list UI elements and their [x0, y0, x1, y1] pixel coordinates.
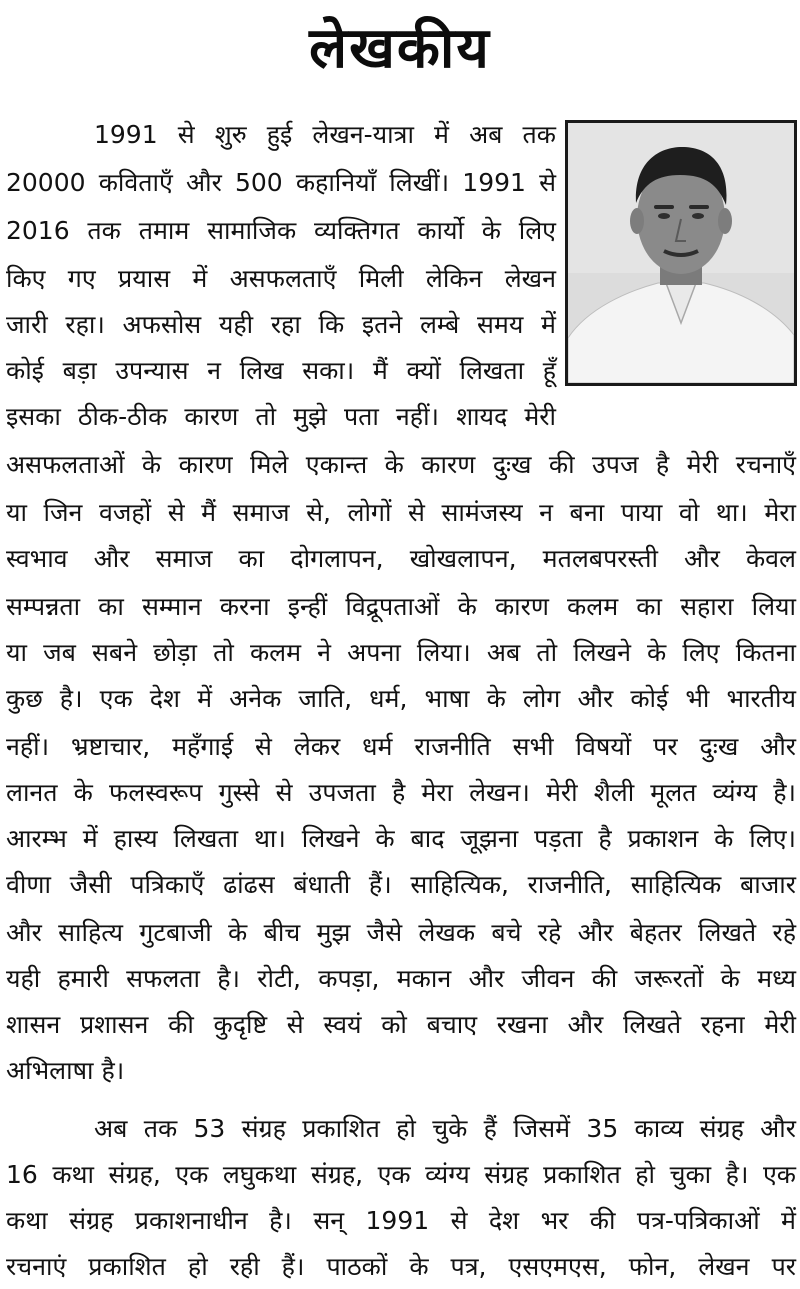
paragraph-line: या जिन वजहों से मैं समाज से, लोगों से सामंजस्य न बना पाया वो था। मेरा [6, 498, 796, 527]
paragraph-line: अब तक 53 संग्रह प्रकाशित हो चुके हैं जिसमें 35 काव्य संग्रह और [94, 1114, 796, 1143]
paragraph-line: सम्पन्नता का सम्मान करना इन्हीं विद्रूपताओं के कारण कलम का सहारा लिया [6, 592, 796, 621]
paragraph-line: कुछ है। एक देश में अनेक जाति, धर्म, भाषा के लोग और कोई भी भारतीय [6, 684, 796, 713]
paragraph-line: 2016 तक तमाम सामाजिक व्यक्तिगत कार्यो के लिए [6, 216, 556, 245]
paragraph-line: वीणा जैसी पत्रिकाएँ ढांढस बंधाती हैं। साहित्यिक, राजनीति, साहित्यिक बाजार [6, 870, 796, 899]
paragraph-line: स्वभाव और समाज का दोगलापन, खोखलापन, मतलबपरस्ती और केवल [6, 544, 796, 573]
paragraph-line: नहीं। भ्रष्टाचार, महँगाई से लेकर धर्म राजनीति सभी विषयों पर दुःख और [6, 732, 796, 761]
paragraph-line: इसका ठीक-ठीक कारण तो मुझे पता नहीं। शायद मेरी [6, 402, 556, 431]
paragraph-line: कथा संग्रह प्रकाशनाधीन है। सन् 1991 से देश भर की पत्र-पत्रिकाओं में [6, 1206, 796, 1235]
page-title: लेखकीय [309, 15, 491, 81]
paragraph-line: 16 कथा संग्रह, एक लघुकथा संग्रह, एक व्यंग्य संग्रह प्रकाशित हो चुका है। एक [6, 1160, 796, 1189]
paragraph-line: 1991 से शुरु हुई लेखन-यात्रा में अब तक [94, 120, 556, 149]
paragraph-line: और साहित्य गुटबाजी के बीच मुझ जैसे लेखक बचे रहे और बेहतर लिखते रहे [6, 918, 796, 947]
author-portrait-image [568, 123, 794, 383]
paragraph-line: शासन प्रशासन की कुदृष्टि से स्वयं को बचाए रखना और लिखते रहना मेरी [6, 1010, 796, 1039]
author-photo [565, 120, 797, 386]
paragraph-line: असफलताओं के कारण मिले एकान्त के कारण दुःख की उपज है मेरी रचनाएँ [6, 450, 796, 479]
paragraph-line: या जब सबने छोड़ा तो कलम ने अपना लिया। अब तो लिखने के लिए कितना [6, 638, 796, 667]
paragraph-line: 20000 कविताएँ और 500 कहानियाँ लिखीं। 1991 से [6, 168, 556, 197]
paragraph-line: अभिलाषा है। [6, 1056, 125, 1085]
paragraph-line: जारी रहा। अफसोस यही रहा कि इतने लम्बे समय में [6, 310, 556, 339]
paragraph-line: यही हमारी सफलता है। रोटी, कपड़ा, मकान और जीवन की जरूरतों के मध्य [6, 964, 796, 993]
paragraph-line: किए गए प्रयास में असफलताएँ मिली लेकिन लेखन [6, 264, 556, 293]
paragraph-line: कोई बड़ा उपन्यास न लिख सका। मैं क्यों लिखता हूँ [6, 356, 556, 385]
paragraph-line: लानत के फलस्वरूप गुस्से से उपजता है मेरा लेखन। मेरी शैली मूलत व्यंग्य है। [6, 778, 796, 807]
paragraph-line: आरम्भ में हास्य लिखता था। लिखने के बाद जूझना पड़ता है प्रकाशन के लिए। [6, 824, 796, 853]
paragraph-line: रचनाएं प्रकाशित हो रही हैं। पाठकों के पत्र, एसएमएस, फोन, लेखन पर [6, 1252, 796, 1281]
